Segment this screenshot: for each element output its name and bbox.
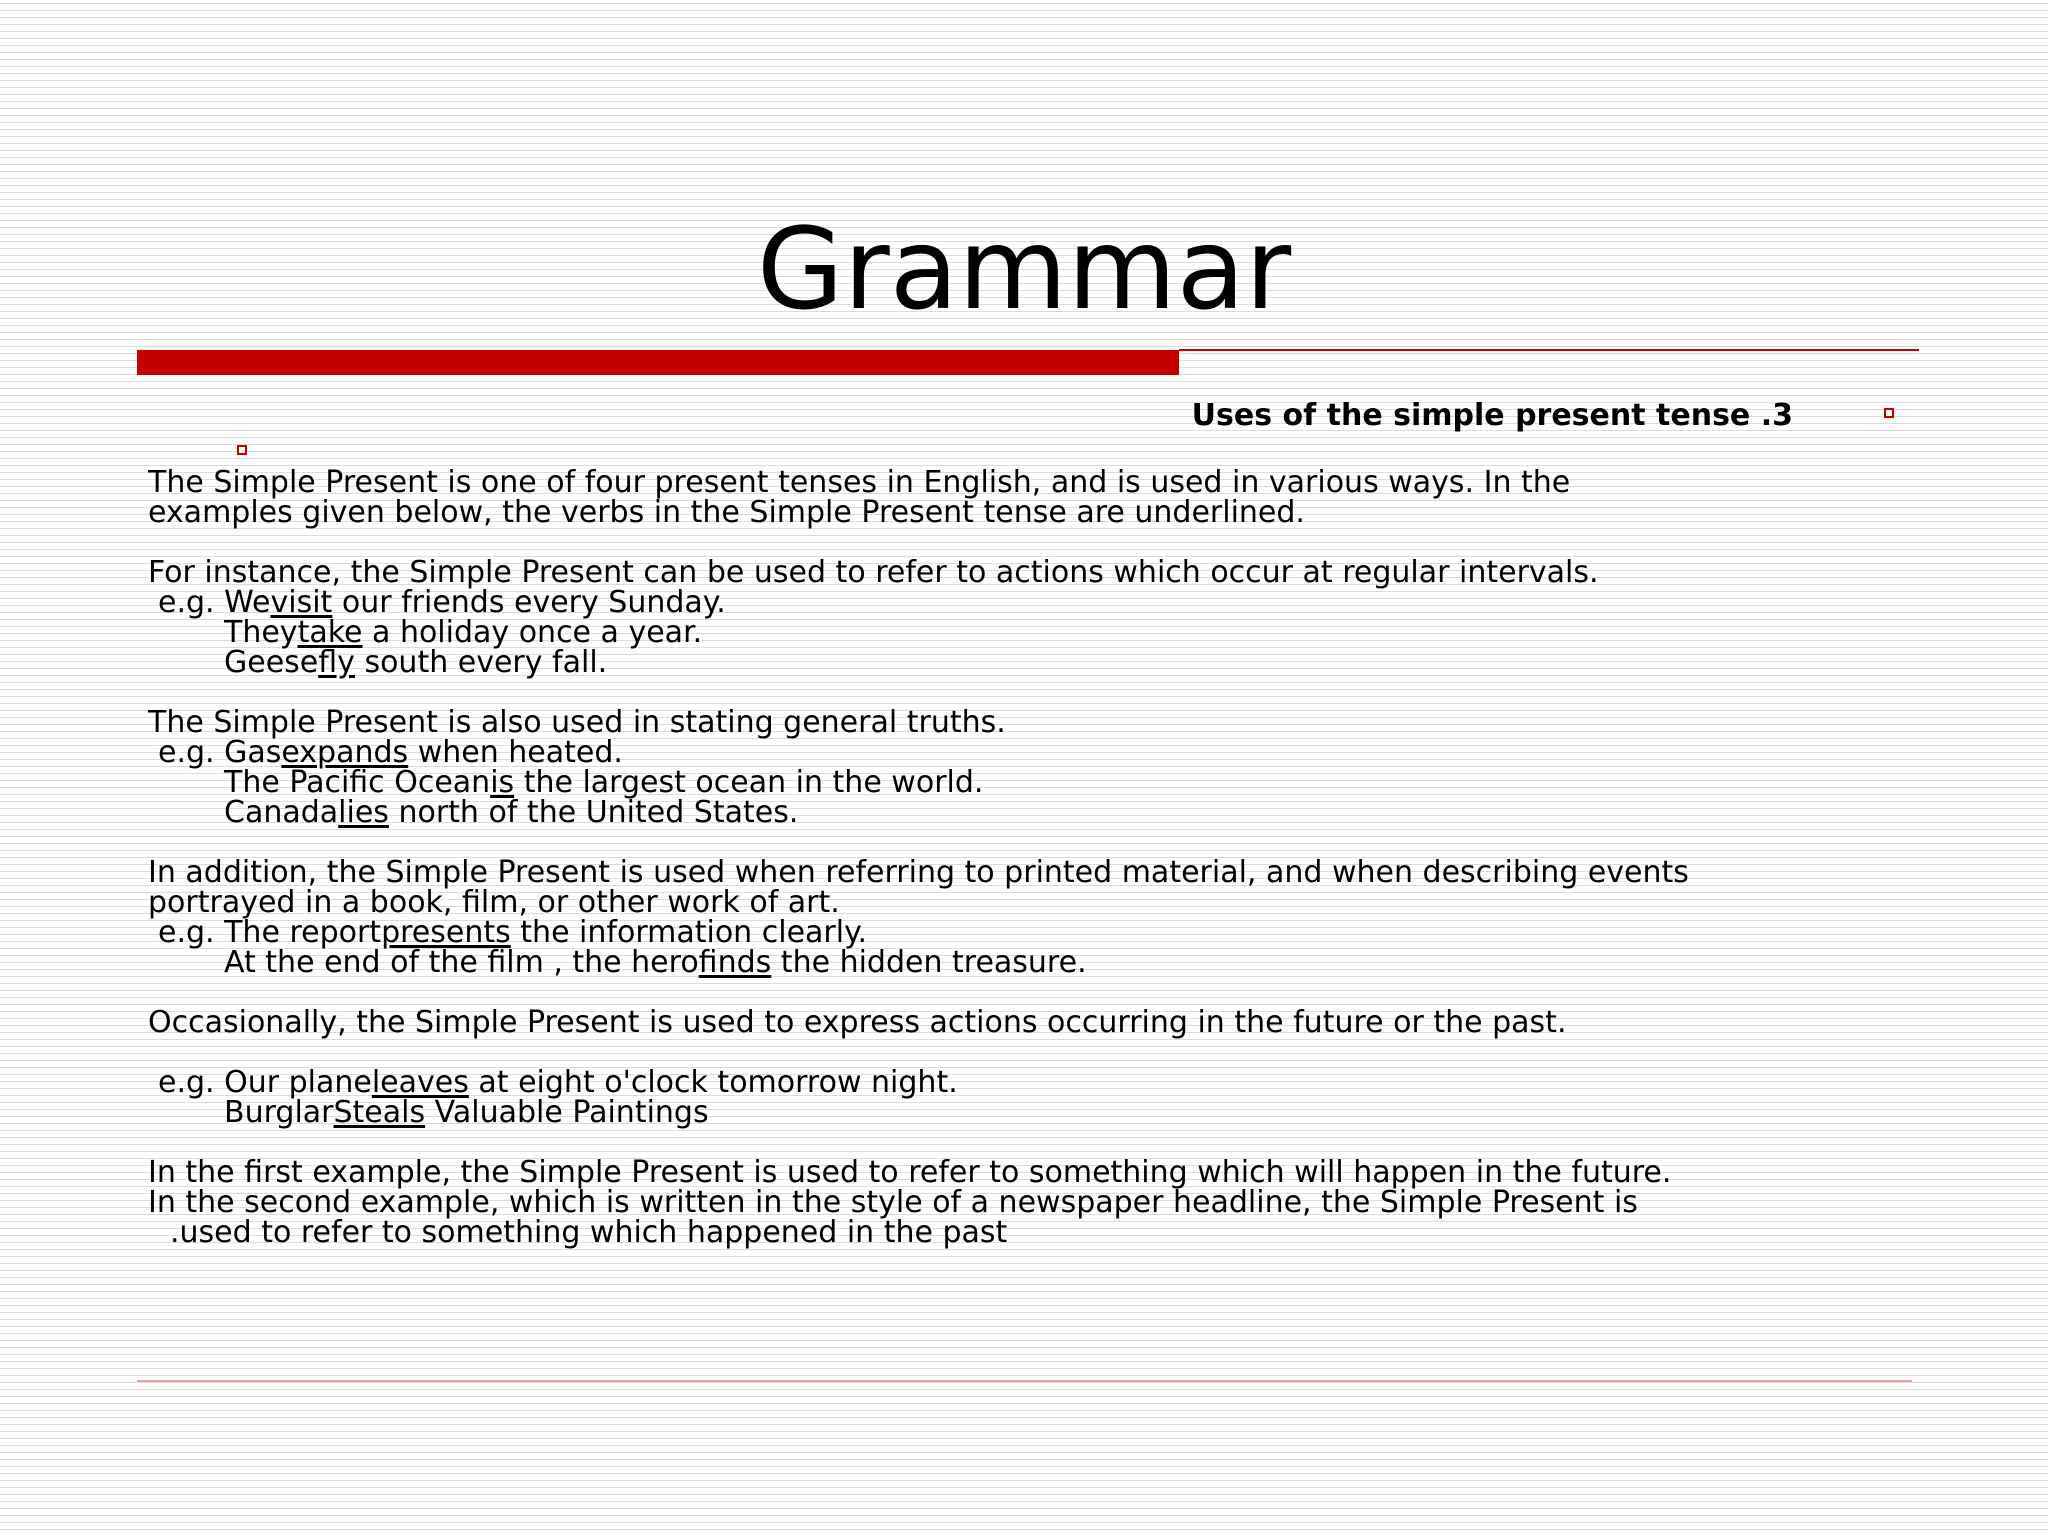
underlined-verb: lies [338,795,389,830]
example-text: At the end of the film , the hero [224,945,699,980]
example-text: at eight o'clock tomorrow night. [468,1065,958,1100]
example-line [148,645,1908,680]
example-text: e.g. We [158,585,271,620]
footer-rule [137,1380,1912,1382]
underlined-verb: expands [281,735,409,770]
underlined-verb: visit [270,585,333,620]
paragraph-line: portrayed in a book, film, or other work of art. [148,885,840,920]
example-line [148,585,1908,620]
example-line [148,1095,1908,1130]
example-text: when heated. [408,735,623,770]
example-line [148,1065,1908,1100]
underlined-verb: take [297,615,363,650]
paragraph-line: The Simple Present is one of four present tenses in English, and is used in various ways. In the [148,465,1571,500]
example-text: Canada [224,795,339,830]
spacer [148,828,1908,858]
paragraph-line: In the first example, the Simple Present is used to refer to something which will happen in the future. [148,1155,1672,1190]
section-heading: Uses of the simple present tense .3 [1191,398,1793,433]
example-line [148,765,1908,800]
example-line [148,915,1908,950]
example-text: e.g. Our plane [158,1065,372,1100]
spacer [148,978,1908,1008]
slide-title: Grammar [756,205,1292,335]
spacer [148,528,1908,558]
underlined-verb: fly [318,645,355,680]
example-text: a holiday once a year. [362,615,703,650]
underlined-verb: finds [698,945,772,980]
paragraph-line: .used to refer to something which happened in the past [170,1215,1008,1250]
spacer [148,678,1908,708]
square-bullet-icon [237,445,247,455]
example-text: The Pacific Ocean [224,765,491,800]
paragraph-line: Occasionally, the Simple Present is used to express actions occurring in the future or the past. [148,1005,1567,1040]
underlined-verb: presents [381,915,511,950]
title-underline-rule [1179,349,1919,351]
spacer [148,1128,1908,1158]
example-text: e.g. The report [158,915,382,950]
example-text: the hidden treasure. [771,945,1087,980]
example-text: our friends every Sunday. [332,585,726,620]
underlined-verb: is [490,765,515,800]
title-underline-bar [137,350,1179,375]
example-text: the largest ocean in the world. [514,765,984,800]
example-line [148,795,1908,830]
example-text: Valuable Paintings [425,1095,709,1130]
example-text: Burglar [224,1095,334,1130]
body-text [148,465,1908,1250]
paragraph-line: In the second example, which is written in the style of a newspaper headline, the Simple Present is [148,1185,1638,1220]
example-line [148,735,1908,770]
paragraph-line: examples given below, the verbs in the Simple Present tense are underlined. [148,495,1305,530]
example-text: e.g. Gas [158,735,282,770]
paragraph-line: In addition, the Simple Present is used when referring to printed material, and when describing events [148,855,1689,890]
example-line [148,615,1908,650]
underlined-verb: Steals [333,1095,426,1130]
example-text: the information clearly. [510,915,868,950]
underlined-verb: leaves [371,1065,469,1100]
example-text: They [224,615,298,650]
square-bullet-icon [1884,408,1894,418]
spacer [148,1038,1908,1068]
example-text: south every fall. [354,645,608,680]
example-text: Geese [224,645,319,680]
example-text: north of the United States. [388,795,799,830]
example-line [148,945,1908,980]
paragraph-line: For instance, the Simple Present can be used to refer to actions which occur at regular intervals. [148,555,1599,590]
paragraph-line: The Simple Present is also used in stating general truths. [148,705,1006,740]
